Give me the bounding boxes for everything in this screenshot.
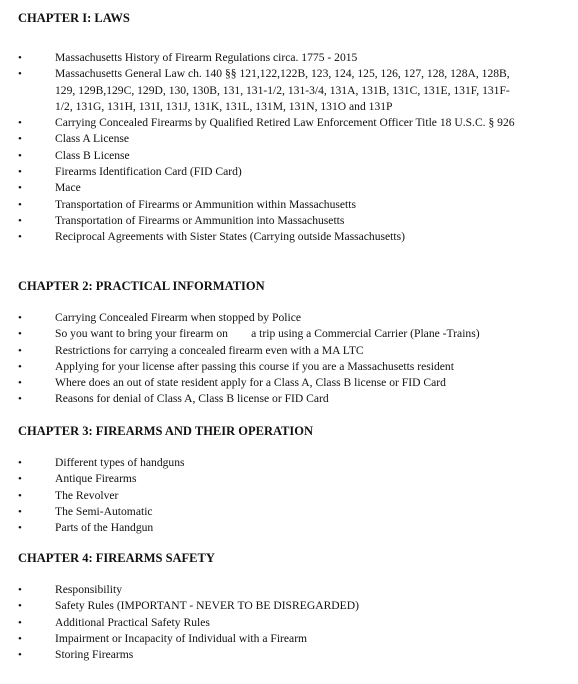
list-item (18, 326, 523, 342)
list-item-text: The Revolver (55, 488, 119, 502)
bullet-icon: • (18, 68, 22, 81)
chapter-heading: CHAPTER 2: PRACTICAL INFORMATION (18, 279, 265, 293)
list-item-text: Class A License (55, 132, 130, 146)
list-item (18, 213, 523, 229)
bullet-icon: • (18, 649, 22, 662)
list-item (18, 50, 523, 66)
list-item (18, 598, 523, 614)
list-item-text: Mace (55, 181, 81, 195)
list-item-text: Storing Firearms (55, 648, 134, 662)
bullet-icon: • (18, 522, 22, 535)
list-item (18, 375, 523, 391)
list-item-text: Transportation of Firearms or Ammunition into Massachusetts (55, 213, 345, 227)
bullet-icon: • (18, 166, 22, 179)
list-item (18, 148, 523, 164)
bullet-icon: • (18, 198, 22, 211)
list-item (18, 66, 523, 115)
list-item-text: Carrying Concealed Firearms by Qualified Retired Law Enforcement Officer Title 18 U.S.C. § 926 (55, 116, 515, 130)
list-item (18, 115, 523, 131)
list-item (18, 520, 523, 536)
list-item (18, 310, 523, 326)
list-item-text: So you want to bring your firearm on a trip using a Commercial Carrier (Plane -Trains) (55, 327, 480, 341)
list-item-text: Reasons for denial of Class A, Class B license or FID Card (55, 392, 329, 406)
bullet-icon: • (18, 117, 22, 130)
list-item (18, 631, 523, 647)
list-item-text: Additional Practical Safety Rules (55, 615, 210, 629)
list-item-text: Responsibility (55, 583, 122, 596)
list-item (18, 391, 523, 407)
chapter-2-list (18, 310, 568, 408)
bullet-icon: • (18, 360, 22, 373)
bullet-icon: • (18, 344, 22, 357)
list-item (18, 471, 523, 487)
bullet-icon: • (18, 149, 22, 162)
list-item (18, 582, 523, 598)
list-item (18, 180, 523, 196)
list-item-text: Applying for your license after passing this course if you are a Massachusetts resident (55, 359, 454, 373)
list-item-text: Massachusetts General Law ch. 140 §§ 121,122,122B, 123, 124, 125, 126, 127, 128, 128A, 128B, 129, 129B,129C, 129D, 130, 130B, 131, 131-1/2, 131-3/4, 131A, 131B, 131C, 131E, 131F, 131F-1/2, 131G, 131H, 131I, 131J, 131K, 131L, 131M, 131N, 131O and 131P (55, 67, 513, 113)
bullet-icon: • (18, 505, 22, 518)
chapter-heading: CHAPTER 4: FIREARMS SAFETY (18, 551, 215, 565)
list-item-text: Massachusetts History of Firearm Regulations circa. 1775 - 2015 (55, 51, 358, 64)
list-item-text: Different types of handguns (55, 456, 185, 469)
chapter-2 (18, 279, 568, 408)
bullet-icon: • (18, 377, 22, 390)
bullet-icon: • (18, 473, 22, 486)
list-item (18, 455, 523, 471)
list-item-text: Firearms Identification Card (FID Card) (55, 165, 242, 179)
list-item (18, 343, 523, 359)
list-item (18, 504, 523, 520)
chapter-heading: CHAPTER I: LAWS (18, 11, 130, 25)
chapter-3-list (18, 455, 568, 536)
bullet-icon: • (18, 393, 22, 406)
list-item (18, 229, 523, 245)
list-item-text: Class B License (55, 148, 130, 162)
list-item (18, 359, 523, 375)
bullet-icon: • (18, 489, 22, 502)
bullet-icon: • (18, 616, 22, 629)
chapter-4 (18, 551, 568, 663)
list-item-text: Carrying Concealed Firearm when stopped by Police (55, 311, 301, 324)
chapter-1 (18, 11, 568, 246)
list-item-text: Parts of the Handgun (55, 521, 154, 535)
list-item-text: Transportation of Firearms or Ammunition within Massachusetts (55, 197, 356, 211)
list-item (18, 615, 523, 631)
bullet-icon: • (18, 600, 22, 613)
bullet-icon: • (18, 312, 22, 324)
chapter-heading: CHAPTER 3: FIREARMS AND THEIR OPERATION (18, 424, 314, 438)
bullet-icon: • (18, 214, 22, 227)
bullet-icon: • (18, 328, 22, 341)
list-item-text: Reciprocal Agreements with Sister States (Carrying outside Massachusetts) (55, 230, 405, 244)
chapter-4-list (18, 582, 568, 663)
chapter-1-list (18, 50, 568, 246)
list-item (18, 647, 523, 663)
list-item-text: The Semi-Automatic (55, 504, 153, 518)
list-item (18, 131, 523, 147)
bullet-icon: • (18, 632, 22, 645)
list-item-text: Antique Firearms (55, 472, 137, 486)
bullet-icon: • (18, 231, 22, 244)
bullet-icon: • (18, 457, 22, 469)
list-item-text: Restrictions for carrying a concealed firearm even with a MA LTC (55, 343, 364, 357)
list-item-text: Impairment or Incapacity of Individual with a Firearm (55, 631, 308, 645)
bullet-icon: • (18, 182, 22, 195)
list-item (18, 164, 523, 180)
bullet-icon: • (18, 133, 22, 146)
list-item-text: Where does an out of state resident apply for a Class A, Class B license or FID Card (55, 376, 446, 390)
list-item (18, 197, 523, 213)
chapter-3 (18, 424, 568, 536)
bullet-icon: • (18, 52, 22, 64)
bullet-icon: • (18, 584, 22, 596)
list-item (18, 488, 523, 504)
list-item-text: Safety Rules (IMPORTANT - NEVER TO BE DISREGARDED) (55, 599, 359, 613)
